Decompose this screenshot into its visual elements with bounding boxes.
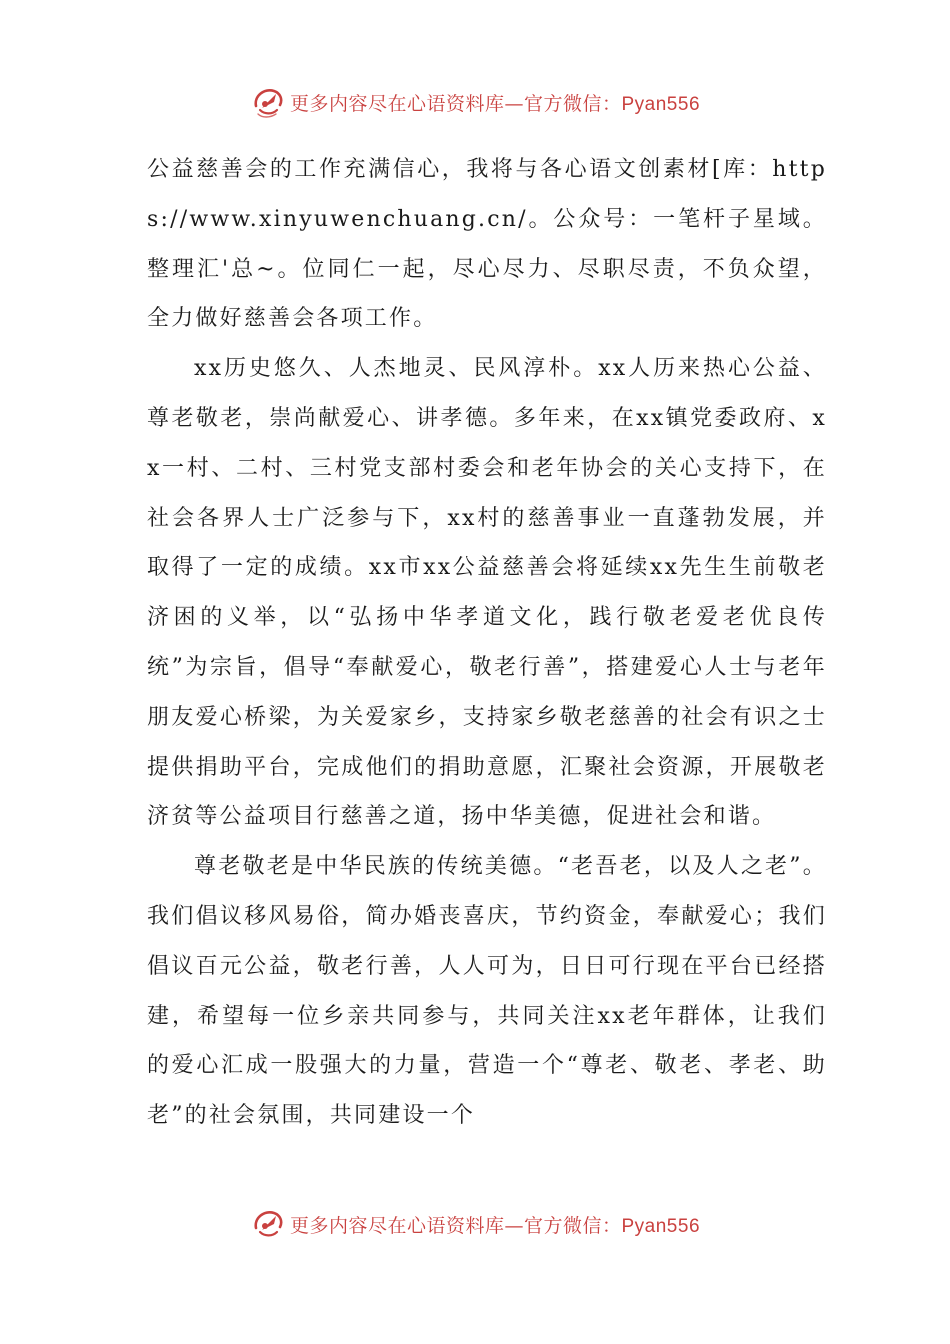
quill-swirl-logo-icon bbox=[250, 84, 286, 120]
page-footer-banner bbox=[0, 1200, 950, 1240]
footer-wechat-id: Pyan556 bbox=[621, 1215, 701, 1237]
footer-promo-text: 更多内容尽在心语资料库—官方微信：Pyan556 bbox=[289, 1214, 701, 1237]
paragraph-1: 公益慈善会的工作充满信心，我将与各心语文创素材[库：https://www.xinyuwenchuang.cn/。公众号：一笔杆子星域。整理汇'总~。位同仁一起，尽心尽力、尽职尽责，不负众望，全力做好慈善会各项工作。 bbox=[147, 157, 827, 332]
page-header-banner bbox=[0, 80, 950, 124]
header-promo-text: 更多内容尽在心语资料库—官方微信：Pyan556 bbox=[289, 92, 701, 115]
quill-swirl-logo-icon bbox=[250, 1206, 286, 1240]
paragraph-2: xx历史悠久、人杰地灵、民风淳朴。xx人历来热心公益、尊老敬老，崇尚献爱心、讲孝德。多年来，在xx镇党委政府、xx一村、二村、三村党支部村委会和老年协会的关心支持下，在社会各界人士广泛参与下，xx村的慈善事业一直蓬勃发展，并取得了一定的成绩。xx市xx公益慈善会将延续xx先生生前敬老济困的义举，以“弘扬中华孝道文化，践行敬老爱老优良传统”为宗旨，倡导“奉献爱心，敬老行善”，搭建爱心人士与老年朋友爱心桥梁，为关爱家乡，支持家乡敬老慈善的社会有识之士提供捐助平台，完成他们的捐助意愿，汇聚社会资源，开展敬老济贫等公益项目行慈善之道，扬中华美德，促进社会和谐。 bbox=[147, 356, 827, 830]
paragraph-3: 尊老敬老是中华民族的传统美德。“老吾老，以及人之老”。我们倡议移风易俗，简办婚丧喜庆，节约资金，奉献爱心；我们倡议百元公益，敬老行善，人人可为，日日可行现在平台已经搭建，希望每一位乡亲共同参与，共同关注xx老年群体，让我们的爱心汇成一股强大的力量，营造一个“尊老、敬老、孝老、助老”的社会氛围，共同建设一个 bbox=[147, 854, 827, 1129]
document-body bbox=[147, 145, 827, 1141]
header-wechat-id: Pyan556 bbox=[621, 93, 701, 115]
